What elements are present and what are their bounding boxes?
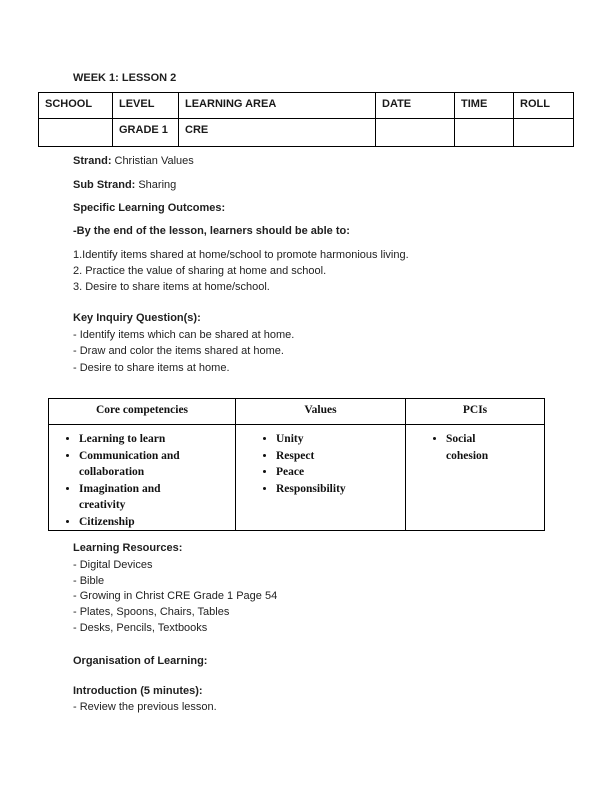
core-competencies-list <box>53 431 231 530</box>
introduction-heading: Introduction (5 minutes): <box>73 685 203 697</box>
page-title: WEEK 1: LESSON 2 <box>73 72 177 84</box>
pcis-cell <box>406 425 545 531</box>
outcome-item: 2. Practice the value of sharing at home and school. <box>73 264 327 277</box>
pci-item: • Social cohesion <box>446 431 508 464</box>
resources-list <box>73 558 277 637</box>
strand-line <box>73 154 194 168</box>
info-cell-roll <box>514 119 574 147</box>
resource-item: - Growing in Christ CRE Grade 1 Page 54 <box>73 590 278 603</box>
info-header-time: TIME <box>455 93 514 119</box>
organisation-heading: Organisation of Learning: <box>73 655 208 667</box>
pcis-list <box>410 431 540 464</box>
introduction-item: - Review the previous lesson. <box>73 701 217 713</box>
resource-item: - Plates, Spoons, Chairs, Tables <box>73 606 230 619</box>
core-competencies-cell <box>49 425 236 531</box>
competency-header-pcis: PCIs <box>406 399 545 425</box>
info-cell-date <box>376 119 455 147</box>
info-header-level: LEVEL <box>113 93 179 119</box>
info-header-date: DATE <box>376 93 455 119</box>
key-inquiry-item: - Desire to share items at home. <box>73 361 230 374</box>
core-competency-item: • Learning to learn <box>79 431 204 448</box>
resource-item: - Digital Devices <box>73 559 153 571</box>
value-item: • Peace <box>276 464 401 481</box>
values-list <box>240 431 401 497</box>
info-header-school: SCHOOL <box>39 93 113 119</box>
sub-strand-value: Sharing <box>138 179 177 191</box>
competency-table-header-row <box>49 399 545 425</box>
sub-strand-label: Sub Strand: <box>73 179 136 191</box>
strand-value: Christian Values <box>114 155 194 167</box>
introduction-list <box>73 700 217 716</box>
info-table-header-row <box>39 93 574 119</box>
info-header-roll: ROLL <box>514 93 574 119</box>
info-cell-time <box>455 119 514 147</box>
key-inquiry-heading: Key Inquiry Question(s): <box>73 312 201 324</box>
info-cell-school <box>39 119 113 147</box>
outcomes-heading: Specific Learning Outcomes: <box>73 202 226 214</box>
info-cell-learning-area: CRE <box>179 119 376 147</box>
core-competency-item: • Citizenship <box>79 514 204 531</box>
value-item: • Unity <box>276 431 401 448</box>
competency-header-core: Core competencies <box>49 399 236 425</box>
info-header-learning-area: LEARNING AREA <box>179 93 376 119</box>
value-item: • Respect <box>276 448 401 465</box>
competency-table <box>48 398 545 531</box>
resources-heading: Learning Resources: <box>73 542 183 554</box>
resource-item: - Bible <box>73 574 105 587</box>
competency-header-values: Values <box>236 399 406 425</box>
resource-item: - Desks, Pencils, Textbooks <box>73 621 208 634</box>
lesson-info-table <box>38 92 574 147</box>
core-competency-item: • Communication and collaboration <box>79 448 204 481</box>
info-table-value-row <box>39 119 574 147</box>
competency-table-body-row <box>49 425 545 531</box>
outcome-item: 3. Desire to share items at home/school. <box>73 280 270 293</box>
outcome-item: 1.Identify items shared at home/school to promote harmonious living. <box>73 249 409 261</box>
strand-label: Strand: <box>73 155 112 167</box>
key-inquiry-item: - Draw and color the items shared at home. <box>73 345 284 358</box>
outcomes-intro: -By the end of the lesson, learners should be able to: <box>73 225 350 237</box>
values-cell <box>236 425 406 531</box>
key-inquiry-list <box>73 327 294 376</box>
core-competency-item: • Imagination and creativity <box>79 481 204 514</box>
value-item: • Responsibility <box>276 481 401 498</box>
info-cell-level: GRADE 1 <box>113 119 179 147</box>
outcomes-list <box>73 248 409 295</box>
sub-strand-line <box>73 178 176 192</box>
key-inquiry-item: - Identify items which can be shared at home. <box>73 329 295 341</box>
